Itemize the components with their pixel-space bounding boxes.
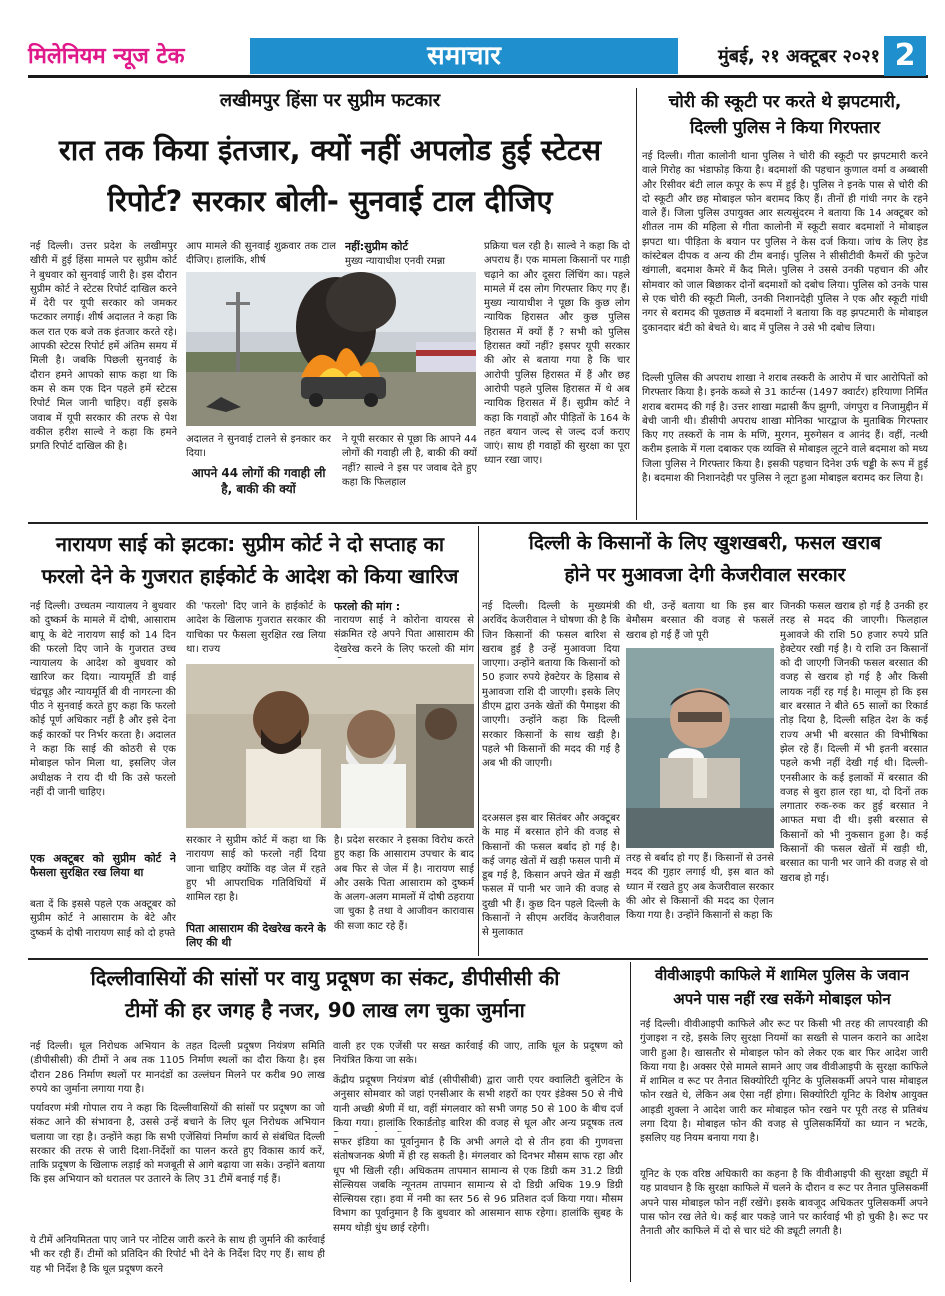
story5-col2: वाली हर एक एजेंसी पर सख्त कार्रवाई की जाए, ताकि धूल के प्रदूषण को नियंत्रित किया जा सके।	[333, 1041, 623, 1067]
story4-col1: नई दिल्ली। दिल्ली के मुख्यमंत्री अरविंद केजरीवाल ने घोषणा की है कि जिन किसानों की फसल बारिश से खराब हुई है उन्हें मुआवजा दिया जाएगा। उन्होंने बताया कि किसानों को 50 हजार रुपये हेक्टेयर के हिसाब से मुआवजा राशि दी जाएगी। इसके लिए डीएम द्वारा उनके खेतों की पैमाइश की जाएगी। उन्होंने कहा कि दिल्ली सरकार किसानों के साथ खड़ी है। पहले भी किसानों की मदद की गई है अब भी की जाएगी।	[482, 601, 620, 770]
story5-col1c: ये टीमें अनियमितता पाए जाने पर नोटिस जारी करने के साथ ही जुर्माने की कार्रवाई भी कर रही हैं। टीमों को प्रतिदिन की रिपोर्ट भी देने के निर्देश दिए गए हैं। साथ ही यह भी निर्देश है कि धूल प्रदूषण करने	[30, 1235, 325, 1275]
story3-below1: सरकार ने सुप्रीम कोर्ट में कहा था कि नारायण साई को फरलो नहीं दिया जाना चाहिए क्योंकि वह जेल में रहते हुए भी आपराधिक गतिविधियों में शामिल रहा है।	[186, 835, 326, 904]
story3-below2: है। प्रदेश सरकार ने इसका विरोध करते हुए कहा कि आसाराम उपचार के बाद अब फिर से जेल में है। नारायण साई और उसके पिता आसाराम को दुष्कर्म के अलग-अलग मामलों में दोषी ठहराया जा चुका है तथा वे आजीवन कारावास की सजा काट रहे हैं।	[334, 835, 474, 932]
kejriwal-photo	[626, 648, 774, 848]
story1-quote: आपने 44 लोगों की गवाही ली है, बाकी की क्यों	[191, 466, 326, 496]
story1-headline-line2: रिपोर्ट? सरकार बोली- सुनवाई टाल दीजिए	[107, 184, 553, 218]
story4-col1b: दरअसल इस बार सितंबर और अक्टूबर के माह में बरसात होने की वजह से किसानों की फसल बर्बाद हो गई है। कई जगह खेतों में खड़ी फसल पानी में डूब गई है, किसान अपने खेत में खड़ी फसल में पानी भर जाने की वजह से दुखी भी हैं। कुछ दिन पहले दिल्ली के किसानों ने सीएम अरविंद केजरीवाल से मुलाकात	[482, 813, 620, 939]
page-number: 2	[884, 36, 926, 76]
story3-headline-line1: नारायण साई को झटका: सुप्रीम कोर्ट ने दो सप्ताह का	[55, 532, 445, 556]
story3-col3-label: फरलो की मांग :	[334, 600, 401, 613]
story1-below2: ने यूपी सरकार से पूछा कि आपने 44 लोगों की गवाही ली है, बाकी की क्यों नहीं? साल्वे ने इस पर जवाब देते हुए कहा कि फिलहाल	[342, 434, 477, 488]
story1-col2b: मुख्य न्यायाधीश एनवी रमन्ना	[345, 256, 446, 267]
story4-col2b: तरह से बर्बाद हो गए हैं। किसानों से उनसे मदद की गुहार लगाई थी, इस बात को ध्यान में रखते हुए अब केजरीवाल सरकार की ओर से किसानों की मदद का ऐलान किया गया है। उन्होंने किसानों से कहा कि	[626, 853, 774, 922]
story3-col1b: बता दें कि इससे पहले एक अक्टूबर को सुप्रीम कोर्ट ने आसाराम के बेटे और दुष्कर्म के दोषी नारायण साई को दो हफ्ते	[30, 899, 176, 939]
narayan-sai-photo	[186, 664, 474, 828]
story4-headline-line1: दिल्ली के किसानों के लिए खुशखबरी, फसल खराब	[528, 532, 882, 554]
story1-col1: नई दिल्ली। उत्तर प्रदेश के लखीमपुर खीरी में हुई हिंसा मामले पर सुप्रीम कोर्ट ने बुधवार को सुनवाई जारी है। इस दौरान सुप्रीम कोर्ट ने स्टेटस रिपोर्ट दाखिल करने में देरी पर यूपी सरकार को जमकर फटकार लगाई। शीर्ष अदालत ने कहा कि कल रात एक बजे तक इंतजार करते रहे। आपकी स्टेटस रिपोर्ट हमें अंतिम समय में मिली है। जबकि पिछली सुनवाई के दौरान हमने आपको साफ कहा था कि कम से कम एक दिन पहले हमें स्टेटस रिपोर्ट मिल जानी चाहिए। वहीं इसके जवाब में यूपी सरकार की तरफ से पेश वकील हरीश साल्वे ने कहा कि हमने प्रगति रिपोर्ट दाखिल की है।	[30, 241, 177, 453]
story5-col1: नई दिल्ली। धूल निरोधक अभियान के तहत दिल्ली प्रदूषण नियंत्रण समिति (डीपीसीसी) की टीमों ने अब तक 1105 निर्माण स्थलों का दौरा किया है। इस दौरान 286 निर्माण स्थलों पर मानदंडों का उल्लंघन मिलने पर करीब 90 लाख रुपये का जुर्माना लगाया गया है।	[30, 1041, 325, 1095]
story4-headline-line2: होने पर मुआवजा देगी केजरीवाल सरकार	[564, 564, 846, 586]
section-rule	[28, 522, 928, 524]
masthead	[28, 36, 928, 78]
story3-headline-line2: फरलो देने के गुजरात हाईकोर्ट के आदेश को किया खारिज	[41, 564, 459, 588]
story2-body2: दिल्ली पुलिस की अपराध शाखा ने शराब तस्करी के आरोप में चार आरोपितों को गिरफ्तार किया है। इनके कब्जे से 31 कार्टन्स (1497 क्वार्टर) हरियाणा निर्मित शराब बरामद की गई है। उत्तर शाखा मद्रासी कैंप झुग्गी, जंगपुरा व निजामुद्दीन में बेची जानी थी। डीसीपी अपराध शाखा मोनिका भारद्वाज के मुताबिक गिरफ्तार किए गए तस्करों के नाम के मणि, मुरगन, मुरुगेसन व आनंद हैं। वहीं, नत्थी करीम इलाके में गला दबाकर एक व्यक्ति से मोबाइल लूटने वाले बदमाश को मध्य जिला पुलिस ने गिरफ्तार किया है। इसकी पहचान दिनेश उर्फ चड्डी के रूप में हुई है। बदमाश की निशानदेही पर पुलिस ने लूटा हुआ मोबाइल बरामद कर लिया है।	[642, 373, 928, 485]
story5-col1b: पर्यावरण मंत्री गोपाल राय ने कहा कि दिल्लीवासियों की सांसों पर प्रदूषण का जो संकट आने की संभावना है, उससे उन्हें बचाने के लिए धूल निरोधक अभियान चलाया जा रहा है। उन्होंने कहा कि सभी एजेंसियां निर्माण कार्य से संबंधित दिल्ली सरकार की तरफ से जारी दिशा-निर्देशों का पालन करते हुए विकास कार्य करें, ताकि प्रदूषण के खिलाफ लड़ाई को मजबूती से आगे बढ़ाया जा सके। उन्होंने बताया कि इस अभियान को धरातल पर उतारने के लिए 31 टीमें बनाई गई हैं।	[30, 1103, 325, 1186]
story2-body1: नई दिल्ली। गीता कालोनी थाना पुलिस ने चोरी की स्कूटी पर झपटमारी करने वाले गिरोह का भंडाफोड़ किया है। बदमाशों की पहचान कुणाल वर्मा व अब्बासी और रिसीवर बंटी लाल कपूर के रूप में हुई है। पुलिस ने इनके पास से चोरी की दो स्कूटी और छह मोबाइल फोन बरामद किए हैं। तीनों ही गांधी नगर के रहने वाले हैं। जिला पुलिस उपायुक्त आर सत्यसुंदरम ने बताया कि 14 अक्टूबर को शीतल नाम की महिला से गीता कालोनी में स्कूटी सवार बदमाशों ने मोबाइल झपटा था। पीड़िता के बयान पर पुलिस ने केस दर्ज किया। जांच के लिए हेड कांस्टेबल दीपक व अन्य की टीम बनाई। पुलिस ने सीसीटीवी कैमरों की फुटेज खंगाली, बदमाश कैमरे में कैद मिले। पुलिस ने उससे उनकी पहचान की और सोमवार को जाल बिछाकर दोनों बदमाशों को दबोच लिया। पुलिस को उनके पास से एक चोरी की स्कूटी मिली, उनकी निशानदेही पुलिस ने एक और स्कूटी गांधी नगर से बरामद की पूछताछ में बदमाशों ने बताया कि वह झपटमारी के मोबाइल दुकानदार बंटी को बेचते थे। बाद में पुलिस ने उसे भी दबोच लिया।	[642, 151, 928, 334]
column-divider	[630, 962, 631, 1282]
story4-col2: की थी, उन्हें बताया था कि इस बार बेमौसम बरसात की वजह से फसलें खराब हो गई हैं जो पूरी	[626, 601, 774, 641]
story1-col2b-label: नहीं:सुप्रीम कोर्ट	[345, 240, 408, 253]
story3-col3: नारायण साई ने कोरोना वायरस से संक्रमित रहे अपने पिता आसाराम की देखरेख करने के लिए फरलो की मांग	[334, 615, 474, 655]
story3-col2: की 'फरलो' दिए जाने के हाईकोर्ट के आदेश के खिलाफ गुजरात सरकार की याचिका पर फैसला सुरक्षित रख लिया था। राज्य	[186, 601, 326, 655]
story3-col1: नई दिल्ली। उच्चतम न्यायालय ने बुधवार को दुष्कर्म के मामले में दोषी, आसाराम बापू के बेटे नारायण साईं को 14 दिन की फरलो दिए जाने के गुजरात उच्च न्यायालय के आदेश को बुधवार को खारिज कर दिया। न्यायमूर्ति डी वाई चंद्रचूड़ और न्यायमूर्ति बी वी नागरत्ना की पीठ ने सुनवाई करते हुए कहा कि फरलो कोई पूर्ण अधिकार नहीं है और इसे देना कई कारकों पर निर्भर करता है। अदालत ने कहा कि साई की कोठरी से एक मोबाइल फोन मिला था, इसलिए जेल अधीक्षक ने राय दी थी कि उसे फरलो नहीं दी जानी चाहिए।	[30, 601, 176, 798]
story3-col1-sub: एक अक्टूबर को सुप्रीम कोर्ट ने फैसला सुरक्षित रख लिया था	[30, 852, 176, 880]
story2-headline-line1: चोरी की स्कूटी पर करते थे झपटमारी,	[668, 92, 902, 112]
story1-kicker: लखीमपुर हिंसा पर सुप्रीम फटकार	[219, 90, 441, 111]
story6-headline-line1: वीवीआइपी काफिले में शामिल पुलिस के जवान	[655, 966, 909, 984]
story3-below1-sub: पिता आसाराम की देखरेख करने के लिए की थी	[186, 922, 326, 950]
burning-car-photo	[186, 272, 476, 426]
story1-col2a: आप मामले की सुनवाई शुक्रवार तक टाल दीजिए। हालांकि, शीर्ष	[186, 241, 336, 267]
column-divider	[478, 526, 479, 956]
story1-headline-line1: रात तक किया इंतजार, क्यों नहीं अपलोड हुई स्टेटस	[58, 133, 602, 167]
dateline: मुंबई, २१ अक्टूबर २०२१	[718, 46, 880, 67]
story1-col3: प्रक्रिया चल रही है। साल्वे ने कहा कि दो अपराध हैं। एक मामला किसानों पर गाड़ी चढ़ाने का और दूसरा लिंचिंग का। पहले मामले में दस लोग गिरफ्तार किए गए हैं। मुख्य न्यायाधीश ने पूछा कि कुछ लोग न्यायिक हिरासत और कुछ पुलिस हिरासत में क्यों हैं ? सभी को पुलिस हिरासत क्यों नहीं? इसपर यूपी सरकार की ओर से बताया गया है कि चार आरोपी पुलिस हिरासत में हैं और छह आरोपी पहले पुलिस हिरासत में थे अब न्यायिक हिरासत में हैं। सुप्रीम कोर्ट ने कहा कि गवाहों और पीड़ितों के 164 के तहत बयान जल्द से जल्द दर्ज कराए जाएं। साथ ही गवाहों की सुरक्षा का पूरा ध्यान रखा जाए।	[484, 241, 630, 467]
story6-headline-line2: अपने पास नहीं रख सकेंगे मोबाइल फोन	[673, 990, 891, 1008]
story2-headline-line2: दिल्ली पुलिस ने किया गिरफ्तार	[689, 118, 881, 138]
story6-body2: यूनिट के एक वरिष्ठ अधिकारी का कहना है कि वीवीआइपी की सुरक्षा ड्यूटी में यह प्रावधान है कि सुरक्षा काफिले में चलने के दौरान व रूट पर तैनात पुलिसकर्मी अपने पास मोबाइल फोन नहीं रखेंगे। इसके बावजूद अधिकतर पुलिसकर्मी अपने पास फोन रख लेते थे। कई बार पकड़े जाने पर कार्रवाई भी हो चुकी है। रूट पर तैनाती और काफिले में दो से चार घंटे की ड्यूटी लगती है।	[640, 1169, 928, 1238]
column-divider	[636, 88, 637, 520]
story4-col3: जिनकी फसल खराब हो गई है उनकी हर तरह से मदद की जाएगी। फिलहाल मुआवजे की राशि 50 हजार रुपये प्रति हेक्टेयर रखी गई है। ये राशि उन किसानों को दी जाएगी जिनकी फसल बरसात की वजह से खराब हो गई है और किसी लायक नहीं रह गई है। मालूम हो कि इस बार बरसात ने बीते 65 सालों का रिकार्ड तोड़ दिया है, दिल्ली सहित देश के कई राज्य अभी भी बरसात की विभीषिका झेल रहे हैं। दिल्ली में भी इतनी बरसात पहले कभी नहीं देखी गई थी। दिल्ली-एनसीआर के कई इलाकों में बरसात की वजह से बुरा हाल रहा था, दो दिनों तक लगातार रुक-रुक कर हुई बरसात ने आफत मचा दी थी। इसी बरसात से किसानों को भी नुकसान हुआ है। कई किसानों की फसल खेतों में खड़ी थी, बरसात का पानी भर जाने की वजह से वो खराब हो गई।	[780, 601, 928, 884]
story5-headline-line2: टीमों की हर जगह है नजर, 90 लाख लग चुका जुर्माना	[125, 998, 525, 1022]
story1-below1: अदालत ने सुनवाई टालने से इनकार कर दिया।	[186, 434, 331, 460]
story5-col2c: सफर इंडिया का पूर्वानुमान है कि अभी अगले दो से तीन हवा की गुणवत्ता संतोषजनक श्रेणी में ही रह सकती है। मंगलवार को दिनभर मौसम साफ रहा और धूप भी खिली रही। अधिकतम तापमान सामान्य से एक डिग्री कम 31.2 डिग्री सेल्सियस जबकि न्यूनतम तापमान सामान्य से दो डिग्री अधिक 19.9 डिग्री सेल्सियस रहा। हवा में नमी का स्तर 56 से 96 प्रतिशत दर्ज किया गया। मौसम विभाग का पूर्वानुमान है कि बुधवार को आसमान साफ रहेगा। हालांकि सुबह के समय थोड़ी धुंध छाई रहेगी।	[333, 1137, 623, 1234]
story5-col2b: केंद्रीय प्रदूषण नियंत्रण बोर्ड (सीपीसीबी) द्वारा जारी एयर क्वालिटी बुलेटिन के अनुसार सोमवार को जहां एनसीआर के सभी शहरों का एयर इंडेक्स 50 से नीचे यानी अच्छी श्रेणी में था, वहीं मंगलवार को सभी जगह 50 से 100 के बीच दर्ज किया गया। हालांकि रिकार्डतोड़ बारिश की वजह से धूल और अन्य प्रदूषक तत्व	[333, 1075, 623, 1129]
section-band: समाचार	[250, 38, 678, 74]
story5-headline-line1: दिल्लीवासियों की सांसों पर वायु प्रदूषण का संकट, डीपीसीसी की	[90, 966, 560, 990]
brand-name: मिलेनियम न्यूज टेक	[28, 44, 185, 69]
section-rule	[28, 958, 928, 960]
story6-body1: नई दिल्ली। वीवीआइपी काफिले और रूट पर किसी भी तरह की लापरवाही की गुंजाइश न रहे, इसके लिए सुरक्षा नियमों का सख्ती से पालन कराने का आदेश जारी हुआ है। खासतौर से मोबाइल फोन को लेकर एक बार फिर आदेश जारी किया गया है। अक्सर ऐसे मामले सामने आए जब वीवीआइपी के सुरक्षा काफिले में शामिल व रूट पर तैनात सिक्योरिटी यूनिट के पुलिसकर्मी अपने पास मोबाइल फोन रखते थे, लेकिन अब ऐसा नहीं होगा। सिक्योरिटी यूनिट के विशेष आयुक्त आइडी शुक्ला ने आदेश जारी कर मोबाइल फोन रखने पर पूरी तरह से प्रतिबंध लगा दिया है। मोबाइल फोन की वजह से पुलिसकर्मियों का ध्यान न भटके, इसलिए यह नियम बनाया गया है।	[640, 1019, 928, 1145]
